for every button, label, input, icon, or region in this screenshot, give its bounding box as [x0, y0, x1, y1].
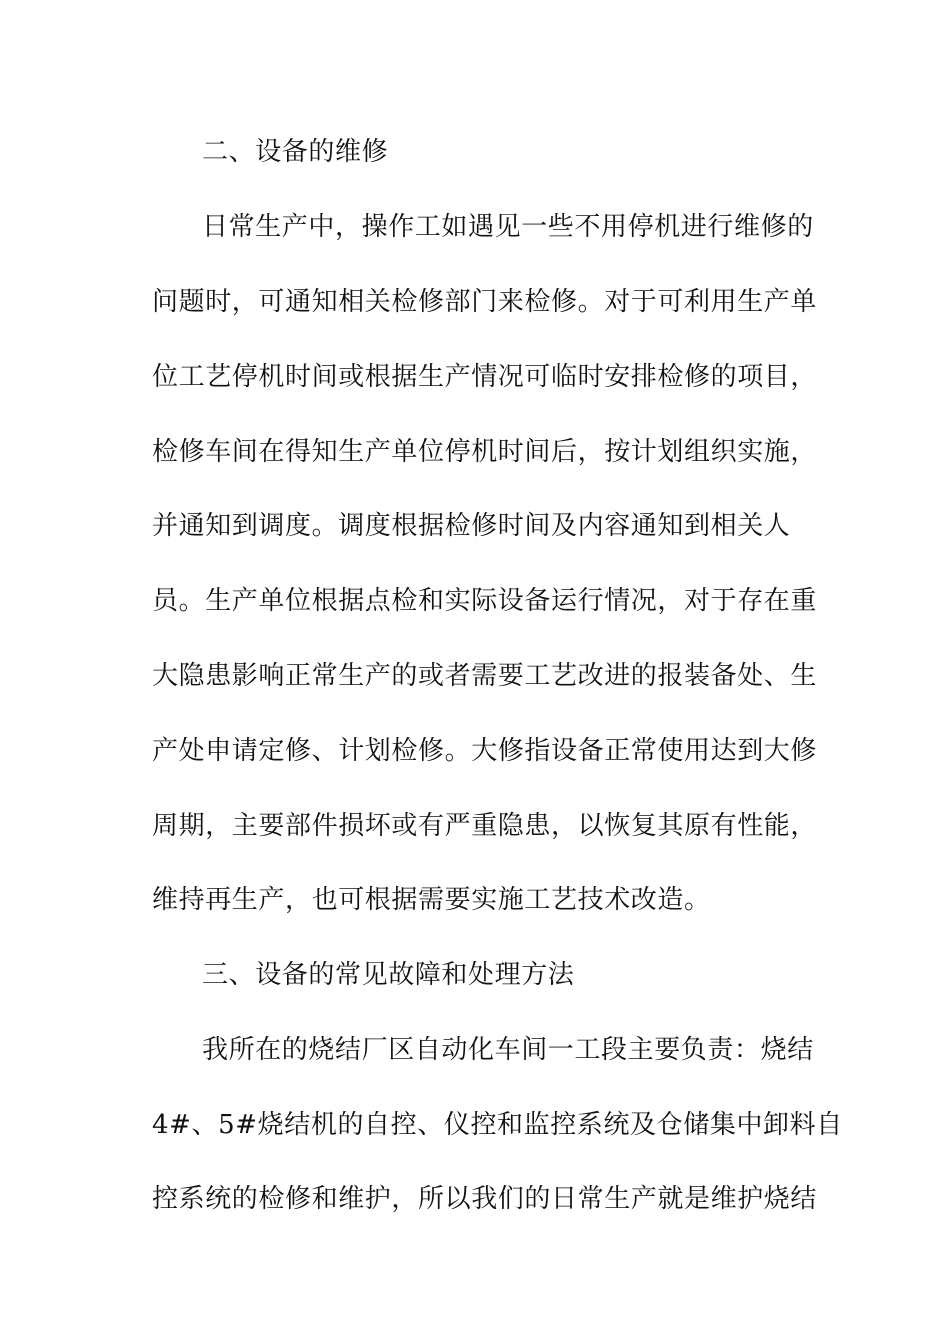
paragraph-line: 大隐患影响正常生产的或者需要工艺改进的报装备处、生	[152, 661, 818, 691]
paragraph-line: 周期，主要部件损坏或有严重隐患，以恢复其原有性能，	[152, 811, 818, 841]
section-heading-faults: 三、设备的常见故障和处理方法	[202, 960, 575, 990]
paragraph-line: 4#、5#烧结机的自控、仪控和监控系统及仓储集中卸料自	[152, 1110, 843, 1140]
paragraph-line: 控系统的检修和维护，所以我们的日常生产就是维护烧结	[152, 1184, 818, 1214]
paragraph-line: 日常生产中，操作工如遇见一些不用停机进行维修的	[202, 212, 814, 242]
paragraph-line: 维持再生产，也可根据需要实施工艺技术改造。	[152, 885, 711, 915]
paragraph-line: 我所在的烧结厂区自动化车间一工段主要负责：烧结	[202, 1035, 814, 1065]
paragraph-line: 位工艺停机时间或根据生产情况可临时安排检修的项目，	[152, 362, 818, 392]
paragraph-line: 并通知到调度。调度根据检修时间及内容通知到相关人	[152, 511, 791, 541]
section-heading-maintenance: 二、设备的维修	[202, 137, 389, 167]
paragraph-line: 员。生产单位根据点检和实际设备运行情况，对于存在重	[152, 586, 818, 616]
paragraph-line: 产处申请定修、计划检修。大修指设备正常使用达到大修	[152, 736, 818, 766]
paragraph-line: 问题时，可通知相关检修部门来检修。对于可利用生产单	[152, 287, 818, 317]
paragraph-line: 检修车间在得知生产单位停机时间后，按计划组织实施，	[152, 437, 818, 467]
